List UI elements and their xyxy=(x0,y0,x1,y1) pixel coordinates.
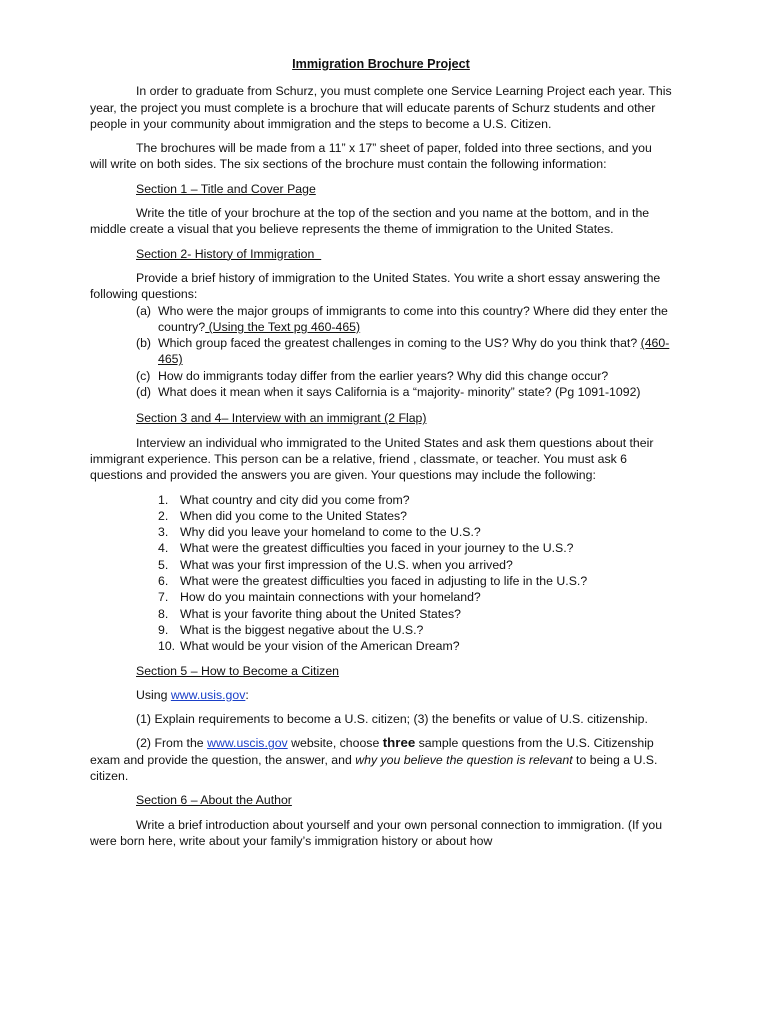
interview-question xyxy=(158,573,672,589)
interview-question-text: Why did you leave your homeland to come to the U.S.? xyxy=(180,525,481,540)
interview-question-text: What would be your vision of the American Dream? xyxy=(180,639,460,654)
interview-question-number: 9. xyxy=(158,622,169,637)
history-question xyxy=(136,303,672,336)
section-1-body: Write the title of your brochure at the top of the section and you name at the bottom, and in the middle create a visual that you believe represents the theme of immigration to the United States. xyxy=(90,206,650,237)
section-6-heading: Section 6 – About the Author xyxy=(136,793,292,808)
section-6-body: Write a brief introduction about yourself and your own personal connection to immigration. (If you were born here, write about your family’s immigration history or about how xyxy=(90,817,663,848)
interview-question xyxy=(158,524,672,540)
interview-question xyxy=(158,557,672,573)
intro-paragraph-1: In order to graduate from Schurz, you must complete one Service Learning Project each year. This year, the project you must complete is a brochure that will educate parents of Schurz students and other people in your community about immigration and the steps to become a U.S. Citizen. xyxy=(90,84,672,131)
interview-question-text: What were the greatest difficulties you faced in adjusting to life in the U.S.? xyxy=(180,574,588,589)
interview-question xyxy=(158,606,672,622)
section-3-4-body: Interview an individual who immigrated to the United States and ask them questions about their immigrant experience. This person can be a relative, friend , classmate, or teacher. You must ask 6 questions and provided the answers you are given. Your questions may include the following: xyxy=(90,435,654,483)
interview-question-text: What is the biggest negative about the U.S.? xyxy=(180,622,424,637)
section-2-heading: Section 2- History of Immigration xyxy=(136,246,322,261)
section-5-using: Using www.usis.gov: xyxy=(136,687,249,702)
interview-question-text: What is your favorite thing about the United States? xyxy=(180,606,461,621)
emphasis-three: three xyxy=(382,735,416,751)
interview-question xyxy=(158,492,672,508)
section-2-question-list xyxy=(136,303,672,401)
interview-question-text: What country and city did you come from? xyxy=(180,492,410,507)
interview-question-number: 2. xyxy=(158,508,169,523)
interview-question xyxy=(158,508,672,524)
section-5-paragraph-1: (1) Explain requirements to become a U.S. citizen; (3) the benefits or value of U.S. citizenship. xyxy=(136,712,648,727)
history-question xyxy=(136,368,672,384)
history-question-label: (c) xyxy=(136,368,151,383)
history-question-label: (d) xyxy=(136,385,152,400)
text-reference: (460-465) xyxy=(158,336,670,367)
interview-question-text: How do you maintain connections with your homeland? xyxy=(180,590,481,605)
intro-paragraph-2: The brochures will be made from a 11” x 17” sheet of paper, folded into three sections, and you will write on both sides. The six sections of the brochure must contain the following information: xyxy=(90,141,652,172)
usis-link[interactable]: www.usis.gov xyxy=(170,687,246,702)
interview-question-number: 10. xyxy=(158,639,176,654)
history-question xyxy=(136,384,672,400)
interview-question xyxy=(158,589,672,605)
emphasis-relevant: why you believe the question is relevant xyxy=(355,752,573,767)
interview-question-number: 7. xyxy=(158,590,169,605)
interview-question xyxy=(158,622,672,638)
interview-question-number: 1. xyxy=(158,492,169,507)
section-3-4-heading: Section 3 and 4– Interview with an immigrant (2 Flap) xyxy=(136,411,427,426)
history-question-text: Which group faced the greatest challenges in coming to the US? Why do you think that? (460-465) xyxy=(158,336,670,367)
interview-question-text: When did you come to the United States? xyxy=(180,508,407,523)
document-title: Immigration Brochure Project xyxy=(292,57,470,71)
section-1-heading: Section 1 – Title and Cover Page xyxy=(136,181,316,196)
interview-question-number: 5. xyxy=(158,557,169,572)
history-question-text: What does it mean when it says California is a “majority- minority” state? (Pg 1091-1092) xyxy=(158,385,641,400)
interview-question-text: What was your first impression of the U.S. when you arrived? xyxy=(180,557,513,572)
interview-question xyxy=(158,540,672,556)
interview-question-list xyxy=(90,492,672,655)
section-2-body: Provide a brief history of immigration to the United States. You write a short essay answering the following questions: xyxy=(90,270,661,302)
interview-question-number: 3. xyxy=(158,525,169,540)
history-question-label: (a) xyxy=(136,303,152,318)
history-question-text: Who were the major groups of immigrants to come into this country? Where did they enter the country? (Using the Text pg 460-465) xyxy=(158,303,668,334)
history-question-text: How do immigrants today differ from the earlier years? Why did this change occur? xyxy=(158,368,609,383)
interview-question-number: 6. xyxy=(158,574,169,589)
interview-question-text: What were the greatest difficulties you faced in your journey to the U.S.? xyxy=(180,541,574,556)
history-question xyxy=(136,335,672,368)
history-question-label: (b) xyxy=(136,336,152,351)
section-5-heading: Section 5 – How to Become a Citizen xyxy=(136,663,340,678)
uscis-link[interactable]: www.uscis.gov xyxy=(207,736,288,751)
interview-question-number: 4. xyxy=(158,541,169,556)
section-5-paragraph-2: (2) From the www.uscis.gov website, choose three sample questions from the U.S. Citizenship exam and provide the question, the answer, and why you believe the question is relevant to being a U.S. citizen. xyxy=(90,735,658,783)
text-reference: (Using the Text pg 460-465) xyxy=(205,319,361,334)
interview-question xyxy=(158,638,672,654)
interview-question-number: 8. xyxy=(158,606,169,621)
